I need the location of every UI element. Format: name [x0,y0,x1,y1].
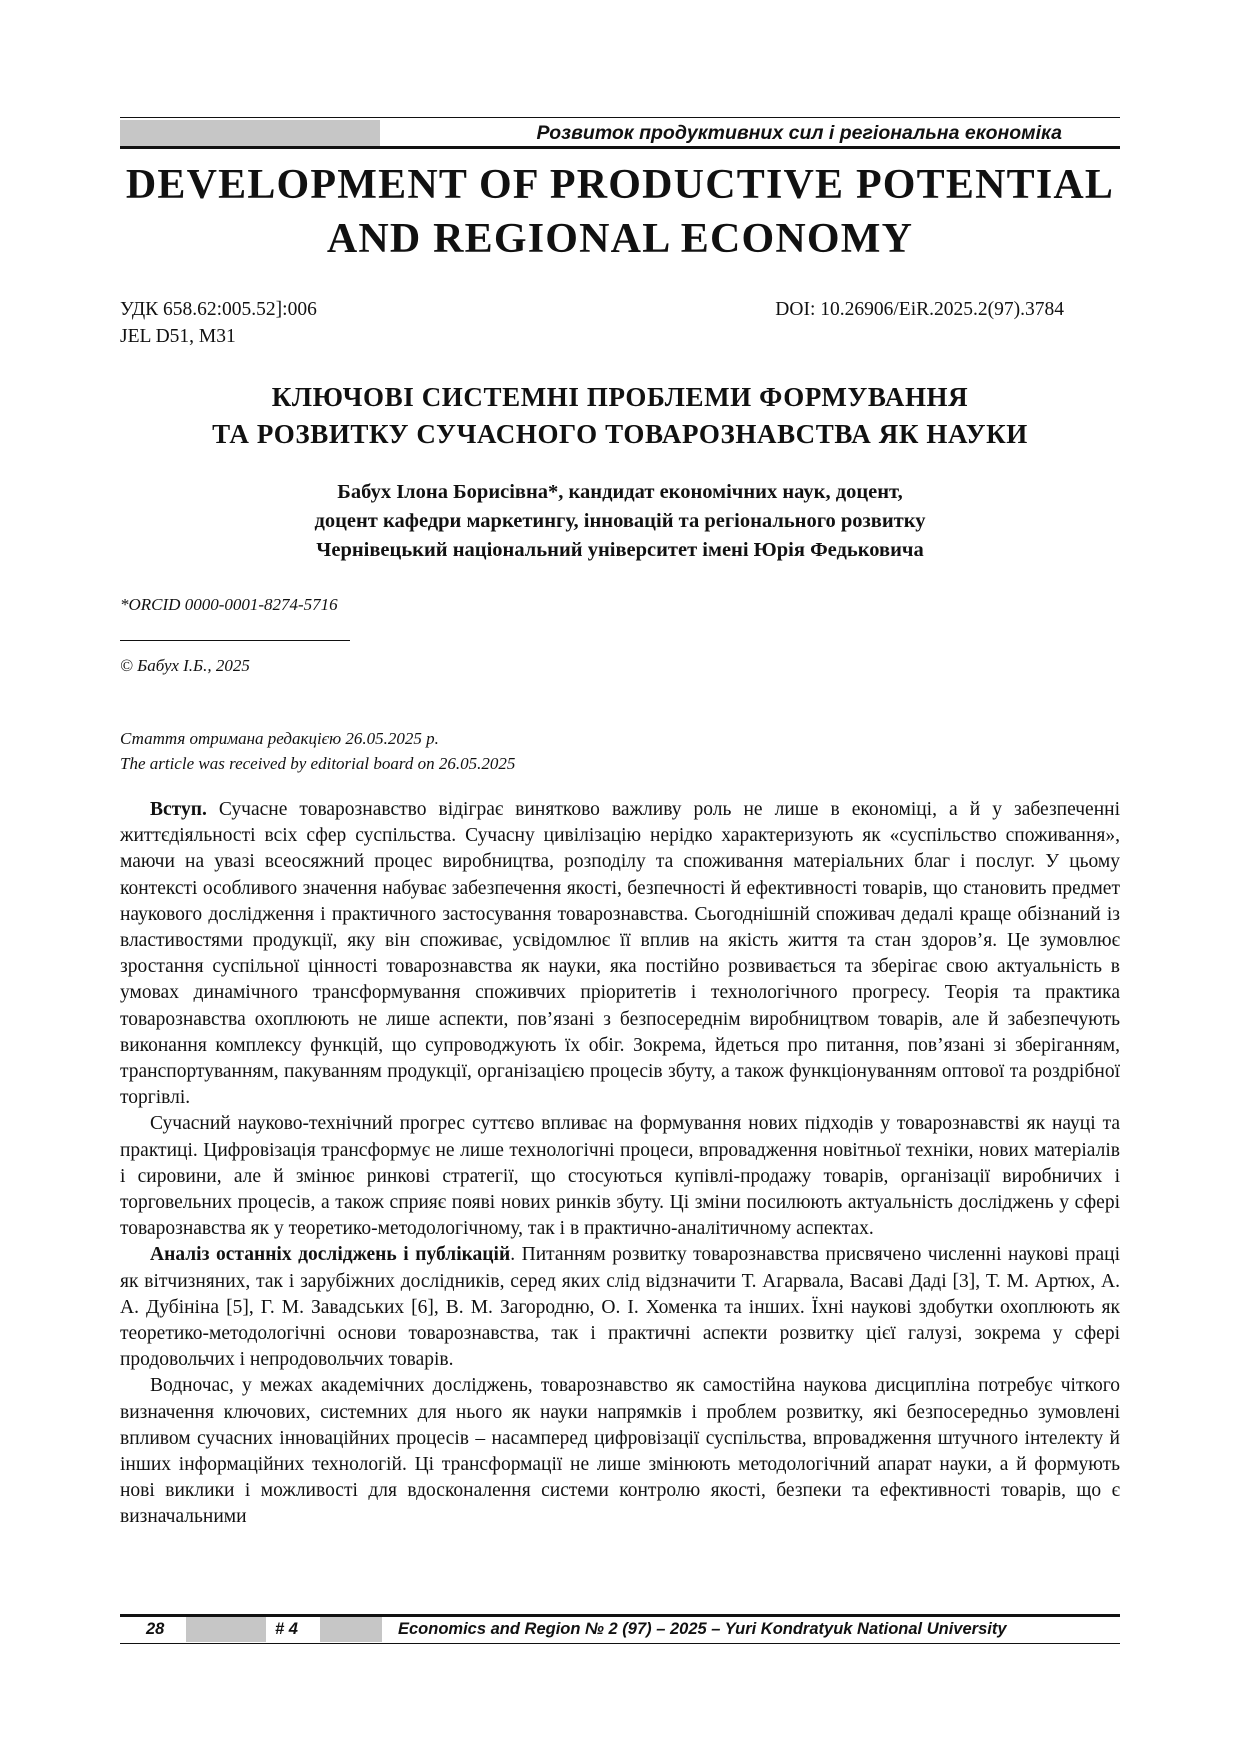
paragraph [120,1242,1120,1373]
received-date-ua: Стаття отримана редакцією 26.05.2025 р. [120,729,439,748]
header-rule-top [120,117,1120,118]
author-position: доцент кафедри маркетингу, інновацій та регіонального розвитку [314,510,926,532]
copyright: © Бабух І.Б., 2025 [120,656,250,675]
article-title-line: КЛЮЧОВІ СИСТЕМНІ ПРОБЛЕМИ ФОРМУВАННЯ [271,382,969,412]
footer-gray-block [320,1617,382,1642]
jel-code: JEL D51, M31 [120,326,236,347]
paragraph-text: . Питанням розвитку товарознавства присвячено численні наукові праці як вітчизняних, так і зарубіжних дослідників, серед яких слід відзначити Т. Агарвала, Васаві Даді [3], Т. М. Артюх, А. А. Дубініна [5], Г. М. Завадських [6], В. М. Загородню, О. І. Хоменка та інших. Їхні наукові здобутки охоплюють як теоретико-методологічні основи товарознавства, так і практичні аспекти розвитку цієї галузі, зокрема у сфері продовольчих і непродовольчих товарів. [120,1244,1121,1371]
author-block [80,478,1160,565]
paragraph-heading: Аналіз останніх досліджень і публікацій [150,1244,511,1266]
paragraph-heading: Вступ. [150,799,207,820]
section-title-line: DEVELOPMENT OF PRODUCTIVE POTENTIAL [125,162,1115,208]
header-rule-bottom [120,146,1120,149]
author-affiliation: Чернівецький національний університет імені Юрія Федьковича [316,539,924,561]
received-date-en: The article was received by editorial board on 26.05.2025 [120,754,516,773]
paragraph-text: Сучасне товарознавство відіграє винятково важливу роль не лише в економіці, а й у забезпеченні життєдіяльності всіх сфер суспільства. Сучасну цивілізацію нерідко характеризують як «суспільство споживання», маючи на увазі всеосяжний процес виробництва, розподілу та споживання матеріальних благ і послуг. У цьому контексті особливого значення набуває забезпечення якості, безпечності й ефективності товарів, що становить предмет наукового дослідження і практичного застосування товарознавства. Сьогоднішній споживач дедалі краще обізнаний із властивостями продукції, яку він споживає, усвідомлює її вплив на якість життя та стан здоров’я. Це зумовлює зростання суспільної цінності товарознавства як науки, яка постійно розвивається та зберігає свою актуальність в умовах динамічного трансформування споживчих пріоритетів і технологічного прогресу. Теорія та практика товарознавства охоплюють не лише аспекти, пов’язані з безпосереднім виробництвом товарів, але й забезпечують виконання комплексу функцій, що супроводжують їх обіг. Зокрема, йдеться про питання, пов’язані зі зберіганням, транспортуванням, пакуванням продукції, організацією процесів збуту, а також функціонуванням оптової та роздрібної торгівлі. [120,799,1120,1109]
running-footer [120,1614,1120,1644]
author-name: Бабух Ілона Борисівна*, кандидат економічних наук, доцент, [337,481,903,503]
footer-gray-block [186,1617,266,1642]
header-gray-block [120,120,380,146]
udk-code: УДК 658.62:005.52]:006 [120,299,317,320]
orcid: *ORCID 0000-0001-8274-5716 [120,595,338,614]
page-number: 28 [146,1620,165,1638]
article-title [80,379,1160,453]
section-title-line: AND REGIONAL ECONOMY [326,216,914,262]
section-title [80,158,1160,266]
article-body [120,797,1120,1531]
paragraph: Водночас, у межах академічних досліджень, товарознавство як самостійна наукова дисципліна потребує чіткого визначення ключових, системних для нього як науки напрямків і проблем розвитку, які безпосередньо зумовлені впливом сучасних інноваційних процесів – насамперед цифровізації суспільства, впровадження штучного інтелекту й інших інформаційних технологій. Ці трансформації не лише змінюють методологічний апарат науки, а й формують нові виклики і можливості для вдосконалення системи контролю якості, безпеки та ефективності товарів, що є визначальними [120,1375,1120,1528]
issue-number: # 4 [275,1620,298,1638]
running-header [120,117,1120,149]
footer-rule-bottom [120,1643,1120,1644]
journal-name: Economics and Region № 2 (97) – 2025 – Yuri Kondratyuk National University [398,1620,1007,1638]
header-section-name: Розвиток продуктивних сил і регіональна економіка [536,122,1062,144]
paragraph: Сучасний науково-технічний прогрес суттєво впливає на формування нових підходів у товарознавстві як науці та практиці. Цифровізація трансформує не лише технологічні процеси, впровадження новітньої техніки, нових матеріалів і сировини, але й змінює ринкові стратегії, що стосуються купівлі-продажу товарів, організації виробничих і торговельних процесів, а також сприяє появі нових ринків збуту. Ці зміни посилюють актуальність досліджень у сфері товарознавства як у теоретико-методологічному, так і в практично-аналітичному аспектах. [120,1113,1120,1240]
doi: DOI: 10.26906/EiR.2025.2(97).3784 [775,299,1064,320]
footnote-separator [120,640,350,641]
article-title-line: ТА РОЗВИТКУ СУЧАСНОГО ТОВАРОЗНАВСТВА ЯК НАУКИ [212,419,1028,449]
paragraph [120,797,1120,1111]
